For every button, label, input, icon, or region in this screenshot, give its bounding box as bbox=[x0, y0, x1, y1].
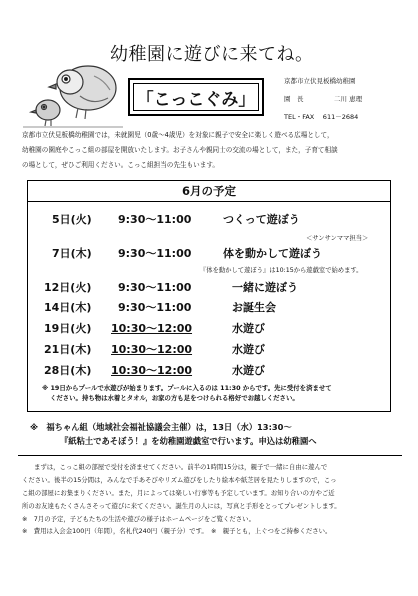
fukuchan-line: ※ 福ちゃん組（地域社会福祉協議会主催）は，13日（水）13:30～ bbox=[30, 422, 292, 432]
karada-note: 『体を動かして遊ぼう』は10:15から遊戯室で始めます。 bbox=[200, 267, 363, 274]
row-date: 7日(木) bbox=[52, 247, 92, 260]
water-play-note bbox=[42, 383, 332, 403]
row-activity: 体を動かして遊ぼう bbox=[223, 247, 322, 260]
row-time: 10:30～12:00 bbox=[111, 322, 193, 335]
water-note-line: ※ 19日からプールで水遊びが始まります。プールに入るのは 11:30 からです。先に受付を済ませて bbox=[42, 384, 332, 392]
footer-line: 所のお友達もたくさんさそって遊びに来てください。誕生月の人には，写真と手形をとってプレゼントします。 bbox=[22, 502, 341, 510]
footer-line: ※ 7月の予定，子どもたちの生活や遊びの様子はホームページをご覧ください。 bbox=[22, 515, 255, 523]
schedule-divider bbox=[28, 201, 390, 202]
schedule-title: 6月の予定 bbox=[181, 184, 236, 198]
fukuchan-notice bbox=[30, 420, 317, 448]
row-date: 28日(木) bbox=[44, 364, 92, 377]
footer-line: こ組の部屋にお集まりください。また，月によっては楽しい行事等も予定しています。お知り合いの方やご近 bbox=[22, 489, 335, 497]
principal-label: 園 長 bbox=[284, 95, 304, 103]
row-date: 14日(木) bbox=[44, 301, 92, 314]
class-name-badge bbox=[128, 78, 264, 116]
section-divider bbox=[18, 455, 402, 456]
row-time: 9:30～11:00 bbox=[118, 301, 192, 314]
schedule-box bbox=[27, 180, 391, 412]
row-activity: つくって遊ぼう bbox=[223, 213, 300, 226]
owl-illustration bbox=[18, 58, 128, 130]
badge-inner-border bbox=[133, 83, 259, 111]
footer-text bbox=[22, 461, 406, 537]
row-date: 21日(木) bbox=[44, 343, 92, 356]
row-time: 9:30～11:00 bbox=[118, 281, 192, 294]
footer-line: まずは，こっこ組の部屋で受付を済ませてください。前半の1時間15分は，親子で一緒に自由に遊んで bbox=[34, 463, 328, 471]
footer-line: ください。後半の15分間は，みんなで手あそびやリズム遊びをしたり絵本や紙芝居を見たりしますので，こっ bbox=[22, 476, 337, 484]
intro-line: 京都市立伏見板橋幼稚園では，未就園児（0歳～4歳児）を対象に親子で安全に楽しく遊べる広場として， bbox=[22, 131, 334, 139]
intro-line: 幼稚園の園庭やこっこ組の部屋を開放いたします。お子さんや親同士の交流の場として，また，子育て相談 bbox=[22, 146, 338, 154]
row-time: 9:30～11:00 bbox=[118, 247, 192, 260]
row-time: 9:30～11:00 bbox=[118, 213, 192, 226]
row-time: 10:30～12:00 bbox=[111, 364, 193, 377]
footer-line: ※ 費用は入会金100円（年間），名札代240円（親子分）です。 ※ 親子とも，上ぐつをご持参ください。 bbox=[22, 527, 332, 535]
row-date: 5日(火) bbox=[52, 213, 92, 226]
row-date: 12日(火) bbox=[44, 281, 92, 294]
intro-paragraph bbox=[22, 128, 402, 173]
water-note-line: ください。持ち物は水着とタオル，お家の方も足をつけられる格好でお越しください。 bbox=[50, 394, 299, 402]
row-time: 10:30～12:00 bbox=[111, 343, 193, 356]
principal-name: 二川 恵理 bbox=[334, 95, 363, 103]
row-activity: お誕生会 bbox=[232, 301, 276, 314]
sunsun-note: ＜サンサンママ担当＞ bbox=[306, 235, 369, 242]
row-activity: 水遊び bbox=[232, 364, 265, 377]
fukuchan-line: 『紙粘土であそぼう！』を幼稚園遊戯室で行います。申込は幼稚園へ bbox=[60, 436, 317, 446]
row-activity: 水遊び bbox=[232, 322, 265, 335]
school-name: 京都市立伏見板橋幼稚園 bbox=[284, 77, 356, 85]
row-activity: 水遊び bbox=[232, 343, 265, 356]
badge-text: 「こっこぐみ」 bbox=[136, 89, 256, 110]
tel-fax: TEL・FAX 611－2684 bbox=[284, 113, 359, 121]
intro-line: の場として，ぜひご利用ください。こっこ組担当の先生もいます。 bbox=[22, 161, 220, 169]
page-title: 幼稚園に遊びに来てね。 bbox=[110, 44, 314, 65]
row-date: 19日(火) bbox=[44, 322, 92, 335]
row-activity: 一緒に遊ぼう bbox=[232, 281, 298, 294]
